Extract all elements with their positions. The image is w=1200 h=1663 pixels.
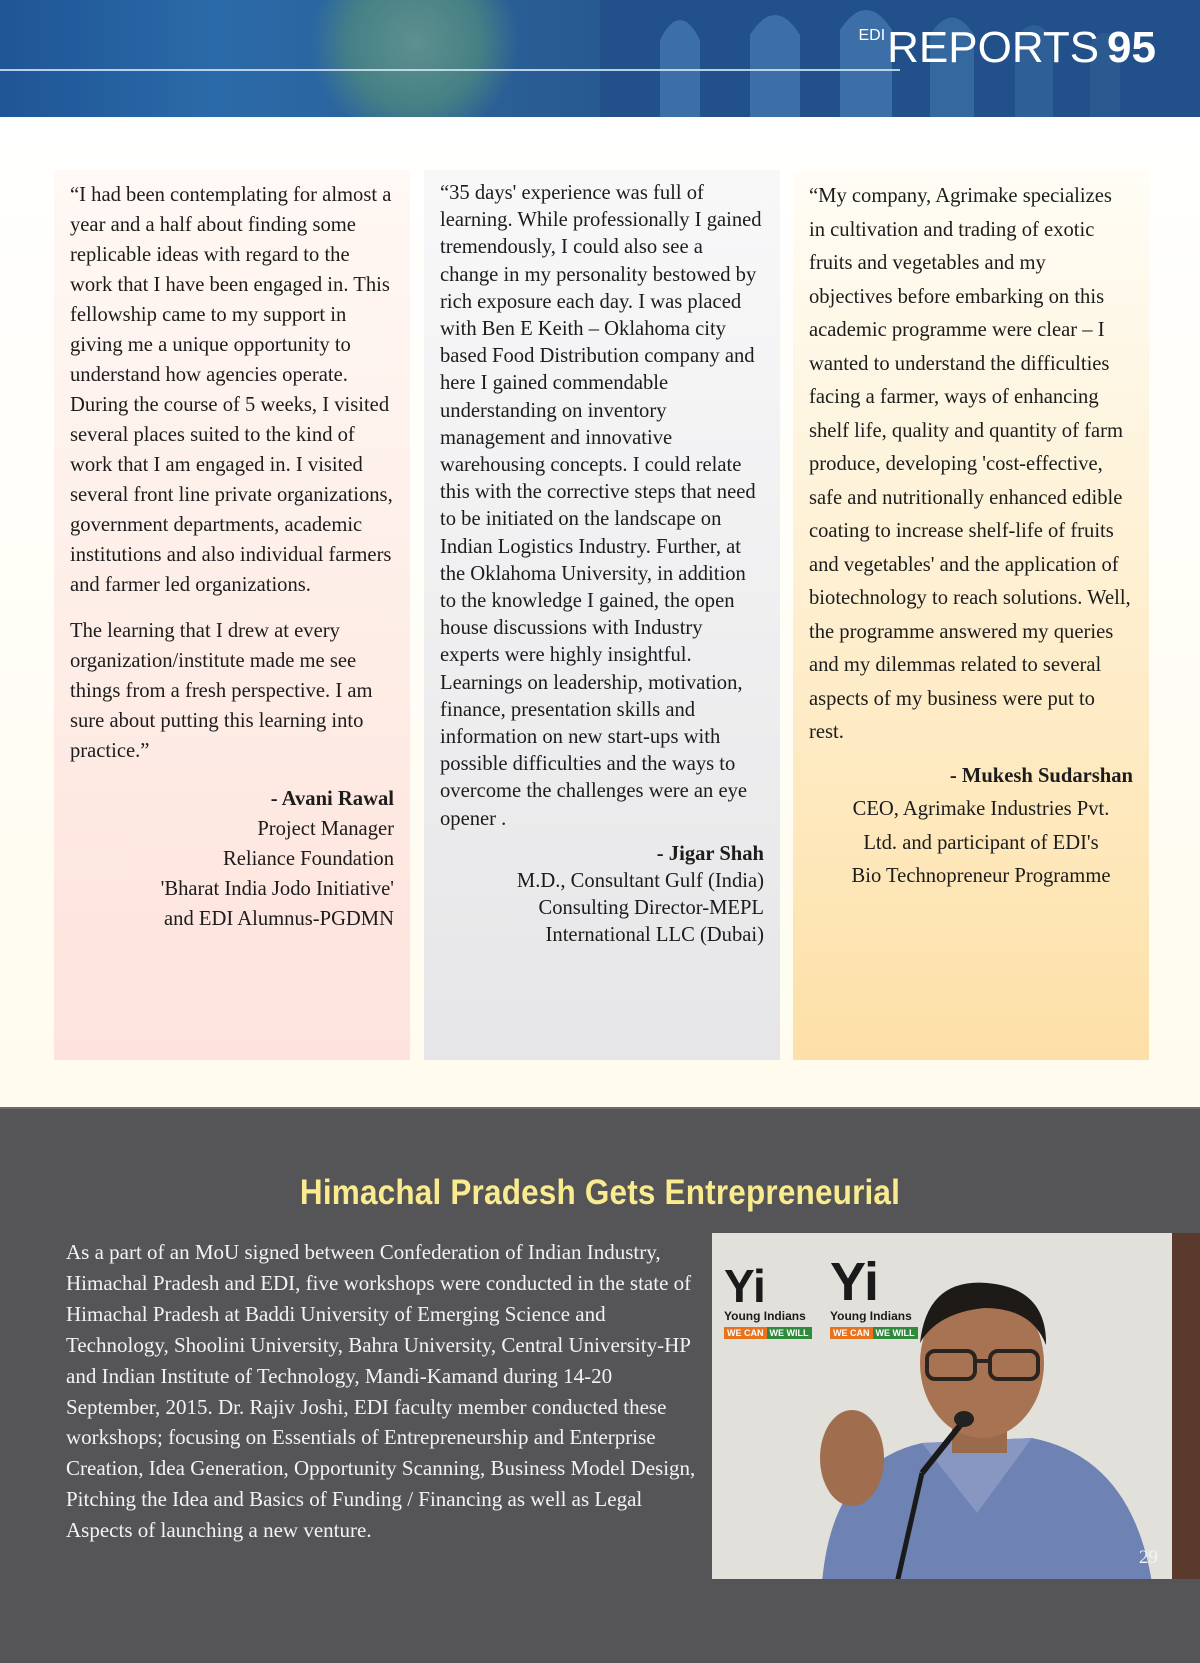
- page-number: 29: [1139, 1547, 1158, 1568]
- testimonial-signature: [809, 760, 1133, 894]
- young-indians-logo: Yi Young Indians WE CAN WE WILL: [724, 1263, 812, 1341]
- photo-frame-edge: [1172, 1233, 1200, 1579]
- testimonial-paragraph: The learning that I drew at every organization/institute made me see things from a fresh perspective. I am sure about putting this learning into practice.”: [70, 620, 373, 762]
- testimonial-column-1: [54, 170, 410, 1060]
- testimonial-column-2: [424, 170, 780, 1060]
- young-indians-logo: Yi Young Indians WE CAN WE WILL: [830, 1255, 918, 1341]
- author-name: - Jigar Shah: [656, 842, 764, 865]
- author-designation-line: CEO, Agrimake Industries Pvt.: [852, 798, 1110, 820]
- testimonial-signature: [440, 841, 764, 950]
- author-designation-line: International LLC (Dubai): [545, 924, 764, 947]
- header-rule: [0, 69, 900, 71]
- testimonial-paragraph: “My company, Agrimake specializes in cultivation and trading of exotic fruits and vegetables and my objectives before embarking on this academic programme were clear – I wanted to understand the difficulties facing a farmer, ways of enhancing shelf life, quality and quantity of farm produce, developing 'cost-effective, safe and nutritionally enhanced edible coating to increase shelf-life of fruits and vegetables' and the application of biotechnology to reach solutions. Well, the programme answered my queries and my dilemmas related to several aspects of my business were put to rest.: [809, 185, 1131, 743]
- header-banner: [0, 0, 1200, 117]
- masthead-superscript: EDI: [858, 27, 886, 44]
- author-designation-line: 'Bharat India Jodo Initiative': [160, 878, 394, 900]
- author-name: - Mukesh Sudarshan: [949, 764, 1133, 787]
- speaker-photo: [712, 1233, 1200, 1579]
- testimonial-paragraph: “I had been contemplating for almost a year and a half about finding some replicable ideas with regard to the work that I have been engaged in. This fellowship came to my support in giving me a unique opportunity to understand how agencies operate. During the course of 5 weeks, I visited several places suited to the kind of work that I am engaged in. I visited several front line private organizations, government departments, academic institutions and also individual farmers and farmer led organizations.: [70, 184, 393, 596]
- speaker-figure: [802, 1273, 1162, 1579]
- article-section: [0, 1107, 1200, 1663]
- author-designation-line: M.D., Consultant Gulf (India): [516, 870, 764, 893]
- author-designation-line: Reliance Foundation: [222, 848, 394, 870]
- author-designation-line: Consulting Director-MEPL: [538, 897, 764, 920]
- tree-photo: [300, 0, 530, 117]
- testimonial-column-3: [793, 170, 1149, 1060]
- masthead: [858, 23, 1156, 72]
- issue-number: 95: [1107, 23, 1156, 72]
- masthead-title: REPORTS: [887, 23, 1100, 72]
- author-designation-line: Project Manager: [257, 818, 394, 840]
- article-headline: Himachal Pradesh Gets Entrepreneurial: [299, 1173, 901, 1212]
- author-designation-line: and EDI Alumnus-PGDMN: [164, 908, 394, 930]
- testimonial-paragraph: “35 days' experience was full of learning. While professionally I gained tremendously, I could also see a change in my personality bestowed by rich exposure each day. I was placed with Ben E Keith – Oklahoma city based Food Distribution company and here I gained commendable understanding on inventory management and innovative warehousing concepts. I could relate this with the corrective steps that need to be initiated on the landscape on Indian Logistics Industry. Further, at the Oklahoma University, in addition to the knowledge I gained, the open house discussions with Industry experts were highly insightful. Learnings on leadership, motivation, finance, presentation skills and information on new start-ups with possible difficulties and the ways to overcome the challenges were an eye opener .: [440, 182, 762, 830]
- article-body: As a part of an MoU signed between Confederation of Indian Industry, Himachal Pradesh and EDI, five workshops were conducted in the state of Himachal Pradesh at Baddi University of Emerging Science and Technology, Shoolini University, Bahra University, Central University-HP and Indian Institute of Technology, Mandi-Kamand during 14-20 September, 2015. Dr. Rajiv Joshi, EDI faculty member conducted these workshops; focusing on Essentials of Entrepreneurship and Enterprise Creation, Idea Generation, Opportunity Scanning, Business Model Design, Pitching the Idea and Basics of Funding / Financing as well as Legal Aspects of launching a new venture.: [66, 1240, 696, 1543]
- testimonial-signature: [70, 784, 394, 934]
- author-designation-line: Bio Technopreneur Programme: [851, 865, 1111, 887]
- author-name: - Avani Rawal: [270, 788, 394, 810]
- author-designation-line: Ltd. and participant of EDI's: [863, 831, 1099, 854]
